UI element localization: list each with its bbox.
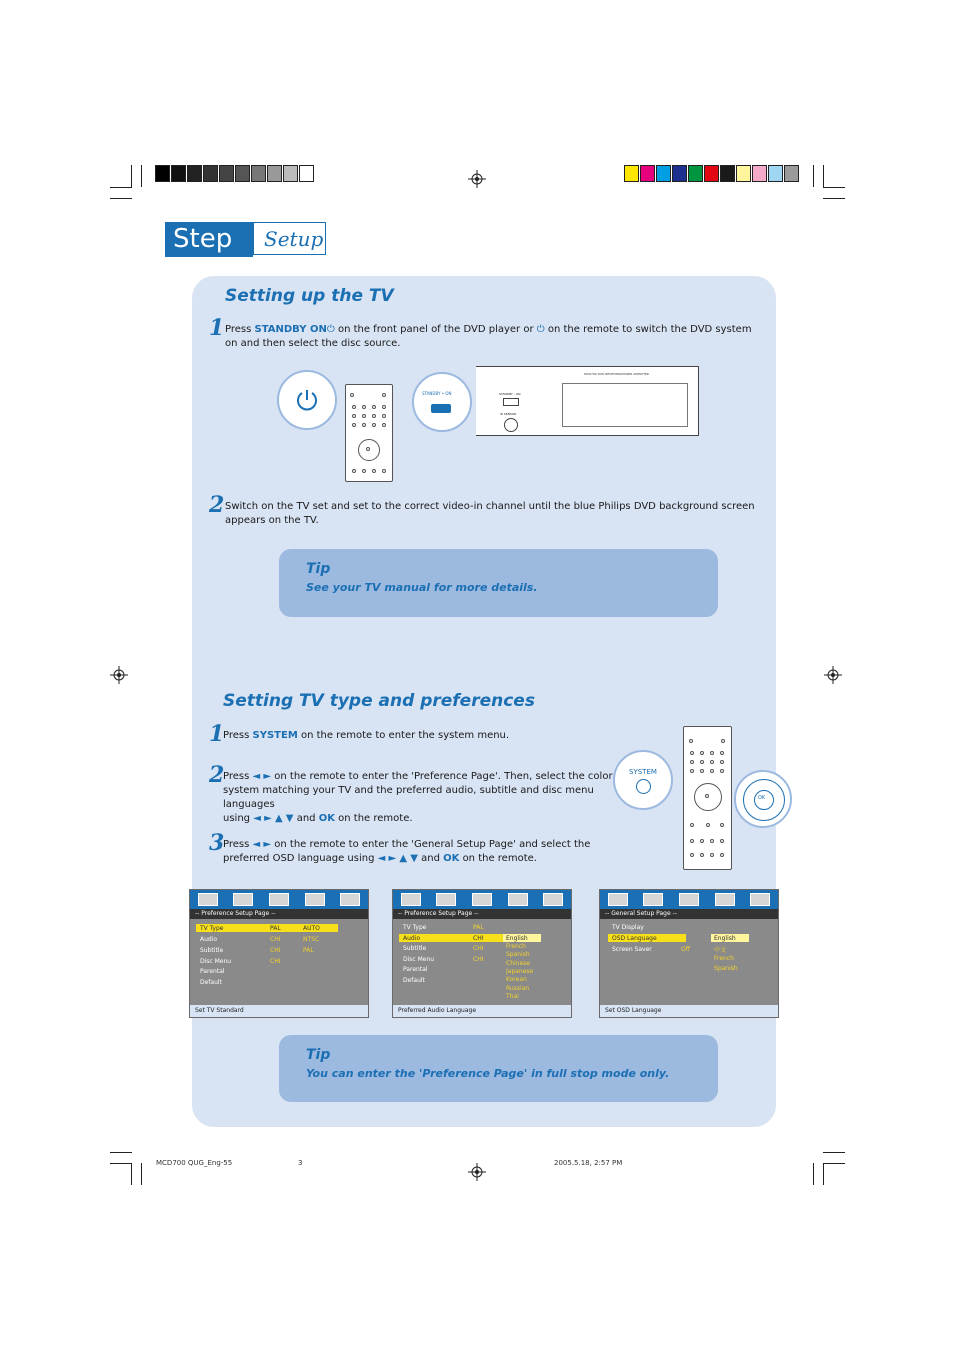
- language-option: English: [714, 935, 736, 942]
- registration-mark-icon: [468, 170, 486, 188]
- menu-row-value: CHI: [473, 956, 484, 963]
- preference-setup-screen-tv-type: [189, 889, 369, 1018]
- menu-row-extra: NTSC: [303, 936, 320, 943]
- menu-header: -- Preference Setup Page --: [393, 909, 571, 919]
- color-swatch: [752, 165, 767, 182]
- power-icon: ⏻: [326, 324, 335, 335]
- menu-row-value: PAL: [473, 924, 484, 931]
- menu-row-label: Disc Menu: [200, 958, 232, 965]
- device-model-label: MCD700 DVD RECEIVER/POWER AMPLIFIER: [584, 372, 649, 376]
- step-text: Switch on the TV set and set to the correct video-in channel until the blue Philips DVD background screen appears on the TV.: [225, 501, 755, 526]
- general-setup-screen-osd: [599, 889, 779, 1018]
- color-swatch: [720, 165, 735, 182]
- crop-mark: [823, 165, 824, 187]
- menu-row-label: Audio: [403, 935, 421, 942]
- color-swatch: [219, 165, 234, 182]
- color-swatch: [624, 165, 639, 182]
- system-button-zoom: [613, 750, 673, 810]
- color-swatch: [736, 165, 751, 182]
- language-option: Spanish: [714, 965, 738, 972]
- menu-icon-bar: [393, 890, 571, 909]
- power-icon: ⏻: [536, 324, 545, 335]
- crop-mark: [131, 165, 132, 187]
- menu-tab-icon: [340, 893, 360, 906]
- tip-title: Tip: [306, 1047, 331, 1063]
- menu-row-value: PAL: [270, 925, 281, 932]
- menu-tab-icon: [198, 893, 218, 906]
- language-option: Spanish: [506, 951, 530, 958]
- crop-mark: [823, 198, 845, 199]
- tip-text: See your TV manual for more details.: [306, 581, 538, 594]
- language-option: French: [714, 955, 734, 962]
- ok-button-zoom: [734, 770, 792, 828]
- menu-row-value: CHI: [270, 947, 281, 954]
- menu-row-extra: PAL: [303, 947, 314, 954]
- crop-mark: [823, 187, 845, 188]
- footer-date: 2005.5.18, 2:57 PM: [554, 1159, 623, 1167]
- step-subtitle: Setup: [253, 222, 326, 255]
- crop-mark: [823, 1163, 845, 1164]
- menu-row-value: CHI: [270, 936, 281, 943]
- color-swatch: [235, 165, 250, 182]
- language-option: French: [506, 943, 526, 950]
- standby-button-zoom: [412, 372, 472, 432]
- menu-row-value: CHI: [473, 935, 484, 942]
- menu-row-label: Audio: [200, 936, 218, 943]
- menu-footer: Set TV Standard: [190, 1005, 368, 1017]
- preference-setup-screen-audio: [392, 889, 572, 1018]
- system-label: SYSTEM: [629, 768, 657, 776]
- color-swatch: [267, 165, 282, 182]
- color-swatch: [656, 165, 671, 182]
- color-swatch: [640, 165, 655, 182]
- menu-tab-icon: [472, 893, 492, 906]
- step-text: Press ◄ ► on the remote to enter the 'General Setup Page' and select the preferred OSD language using ◄ ► ▲ ▼ and OK on the remote.: [223, 839, 591, 864]
- language-option: Thai: [506, 993, 519, 1000]
- menu-row-label: OSD Language: [612, 935, 657, 942]
- menu-tab-icon: [436, 893, 456, 906]
- menu-footer: Preferred Audio Language: [393, 1005, 571, 1017]
- section-title-setup-tv: Setting up the TV: [225, 286, 394, 306]
- menu-row-label: Subtitle: [403, 945, 427, 952]
- grey-swatch-strip: [155, 165, 315, 182]
- menu-row-label: Default: [403, 977, 425, 984]
- menu-header: -- Preference Setup Page --: [190, 909, 368, 919]
- step-number: 1: [209, 721, 225, 747]
- step-text: Press STANDBY ON⏻ on the front panel of the DVD player or ⏻ on the remote to switch the DVD system on and then select the disc source.: [225, 324, 752, 349]
- step-number: 1: [209, 315, 225, 341]
- color-swatch: [768, 165, 783, 182]
- menu-row-value: CHI: [473, 945, 484, 952]
- crop-mark: [131, 1163, 132, 1185]
- menu-tab-icon: [269, 893, 289, 906]
- ok-keyword: OK: [318, 813, 335, 824]
- color-swatch: [187, 165, 202, 182]
- menu-row-value: Off: [681, 946, 690, 953]
- menu-row-label: TV Type: [403, 924, 427, 931]
- ok-label: OK: [758, 795, 766, 801]
- menu-icon-bar: [600, 890, 778, 909]
- menu-tab-icon: [679, 893, 699, 906]
- standby-on-keyword: STANDBY ON: [254, 324, 327, 335]
- section-title-tv-type: Setting TV type and preferences: [223, 691, 535, 711]
- tip-title: Tip: [306, 561, 331, 577]
- menu-row-label: Screen Saver: [612, 946, 652, 953]
- tip-text: You can enter the 'Preference Page' in full stop mode only.: [306, 1067, 670, 1080]
- menu-tab-icon: [543, 893, 563, 906]
- menu-tab-icon: [233, 893, 253, 906]
- crop-mark: [823, 1163, 824, 1185]
- standby-small-label: STANDBY - ON: [499, 392, 521, 396]
- menu-tab-icon: [508, 893, 528, 906]
- crop-mark: [823, 1152, 845, 1153]
- step-badge: Step B: [165, 222, 253, 257]
- color-swatch: [299, 165, 314, 182]
- ir-sensor-label: IR SENSOR: [500, 412, 517, 416]
- arrow-keys-icon: ◄ ► ▲ ▼: [253, 813, 294, 824]
- crop-mark: [110, 1163, 132, 1164]
- system-keyword: SYSTEM: [252, 730, 298, 741]
- step-number: 2: [209, 762, 225, 788]
- language-option: 中文: [714, 947, 727, 954]
- registration-mark-icon: [468, 1163, 486, 1181]
- menu-row-label: Parental: [200, 968, 225, 975]
- crop-mark: [110, 187, 132, 188]
- menu-tab-icon: [608, 893, 628, 906]
- menu-tab-icon: [643, 893, 663, 906]
- crop-mark: [141, 1163, 142, 1185]
- color-swatch: [155, 165, 170, 182]
- registration-mark-icon: [824, 666, 842, 684]
- remote-control-illustration: [345, 384, 393, 482]
- power-icon: [294, 387, 320, 413]
- color-swatch: [784, 165, 799, 182]
- color-swatch: [704, 165, 719, 182]
- menu-tab-icon: [750, 893, 770, 906]
- language-option: English: [506, 935, 528, 942]
- arrow-keys-icon: ◄ ►: [252, 771, 272, 782]
- menu-row-extra: AUTO: [303, 925, 320, 932]
- dvd-player-front-panel: [476, 366, 699, 436]
- menu-tab-icon: [715, 893, 735, 906]
- ok-keyword: OK: [443, 853, 460, 864]
- menu-row-label: TV Type: [200, 925, 224, 932]
- tip-box: [279, 1035, 718, 1102]
- color-swatch: [688, 165, 703, 182]
- crop-mark: [813, 165, 814, 187]
- language-option: Chinese: [506, 960, 530, 967]
- crop-mark: [110, 1152, 132, 1153]
- menu-row-label: Disc Menu: [403, 956, 435, 963]
- arrow-keys-icon: ◄ ►: [252, 839, 272, 850]
- step-text: Press SYSTEM on the remote to enter the system menu.: [223, 730, 510, 741]
- power-button-zoom: [277, 370, 337, 430]
- remote-control-illustration: [683, 726, 732, 870]
- menu-row-value: CHI: [270, 958, 281, 965]
- registration-mark-icon: [110, 666, 128, 684]
- arrow-keys-icon: ◄ ► ▲ ▼: [377, 853, 418, 864]
- standby-label: STANDBY • ON: [422, 391, 452, 396]
- menu-tab-icon: [305, 893, 325, 906]
- menu-row-label: TV Display: [612, 924, 644, 931]
- language-option: Russian: [506, 985, 530, 992]
- menu-row-label: Subtitle: [200, 947, 224, 954]
- menu-row-label: Default: [200, 979, 222, 986]
- color-swatch: [672, 165, 687, 182]
- menu-header: -- General Setup Page --: [600, 909, 778, 919]
- footer-page-number: 3: [298, 1159, 303, 1167]
- language-option: Korean: [506, 976, 527, 983]
- tip-box: [279, 549, 718, 617]
- menu-icon-bar: [190, 890, 368, 909]
- crop-mark: [141, 165, 142, 187]
- color-swatch: [251, 165, 266, 182]
- step-number: 2: [209, 492, 225, 518]
- color-swatch: [203, 165, 218, 182]
- color-swatch: [171, 165, 186, 182]
- menu-footer: Set OSD Language: [600, 1005, 778, 1017]
- footer-filename: MCD700 QUG_Eng-55: [156, 1159, 233, 1167]
- step-number: 3: [209, 830, 225, 856]
- color-swatch: [283, 165, 298, 182]
- crop-mark: [110, 198, 132, 199]
- menu-tab-icon: [401, 893, 421, 906]
- crop-mark: [813, 1163, 814, 1185]
- step-text: Press ◄ ► on the remote to enter the 'Preference Page'. Then, select the color system matching your TV and the preferred audio, subtitle and disc menu languages using ◄ ► ▲ ▼ and OK on the remote.: [223, 771, 613, 824]
- color-swatch-strip: [624, 165, 800, 182]
- menu-row-label: Parental: [403, 966, 428, 973]
- language-option: Japanese: [506, 968, 534, 975]
